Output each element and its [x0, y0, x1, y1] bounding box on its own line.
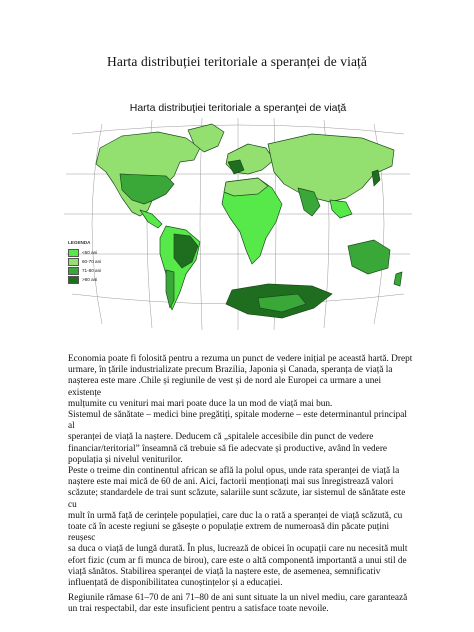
text-line: mult în urmă față de cerințele populației, care duc la o rată a speranței de viață scăzută, cu	[68, 510, 403, 521]
text-line: influențată de disponibilitatea cunoștințelor și a educației.	[68, 578, 283, 589]
world-map	[62, 114, 414, 336]
legend-item	[68, 248, 138, 257]
text-line: Sistemul de sănătate – medici bine pregătiți, spitale moderne – este determinantul principal al	[68, 410, 407, 432]
asia-region	[268, 134, 394, 202]
legend-label: >80 ani	[82, 277, 98, 282]
text-line: populația și nivelul veniturilor.	[68, 454, 183, 465]
map-legend	[68, 240, 138, 284]
text-line: naștere este mai mică de 60 de ani. Aici, factorii menționați mai sus înregistrează valori	[68, 477, 394, 488]
page-title: Harta distribuției teritoriale a speranței de viață	[107, 54, 367, 69]
central-america-region	[140, 210, 162, 228]
legend-label: 60-70 ani	[82, 259, 102, 264]
body-text	[68, 354, 414, 616]
text-line: Regiunile rămase 61–70 de ani 71–80 de ani sunt situate la un nivel mediu, care garantează	[68, 593, 408, 604]
legend-swatch	[68, 267, 79, 275]
legend-label: 71-80 ani	[82, 268, 102, 273]
text-line: financiar/teritorial” înseamnă că trebuie să fie adecvate și productive, având în vedere	[68, 443, 388, 454]
legend-title: LEGENDA	[68, 240, 91, 245]
legend-swatch	[68, 249, 79, 257]
life-expectancy-map	[62, 100, 414, 336]
text-line: toate că în aceste regiuni se găsește o populație extrem de numeroasă din păcate puțini reușesc	[68, 522, 390, 544]
text-line: sa duca o viață de lungă durată. În plus, lucrează de obicei în ocupații care nu necesită mult	[68, 544, 408, 555]
text-line: Peste o treime din continentul african se află la polul opus, unde rata speranței de viață la	[68, 466, 400, 477]
text-line: nașterea este mare .Chile și regiunile de vest și de nord ale Europei ca urmare a unei existențe	[68, 376, 382, 398]
southeast-asia-region	[330, 200, 352, 218]
legend-label: <60 ani	[82, 250, 98, 255]
text-line: un trai respectabil, dar este insuficient pentru a satisface toate nevoile.	[68, 604, 329, 615]
text-line: Economia poate fi folosită pentru a rezuma un punct de vedere inițial pe această hartă. Drept	[68, 354, 413, 364]
text-line: mulțumite cu venituri mai mari poate duce la un mod de viață mai bun.	[68, 398, 333, 409]
legend-item	[68, 275, 138, 284]
japan-region	[372, 170, 380, 186]
text-line: urmare, în țările industrializate precum Brazilia, Japonia și Canada, speranța de viață la	[68, 365, 393, 376]
text-line: speranței de viață la naștere. Deducem că „spitalele accesibile din punct de vedere	[68, 432, 374, 443]
legend-item	[68, 257, 138, 266]
map-title: Harta distribuţiei teritoriale a speranţei de viaţă	[129, 102, 347, 114]
text-line: viață sănătos. Stabilirea speranței de viață la naștere este, de asemenea, semnificativ	[68, 566, 381, 577]
text-line: scăzute; standardele de trai sunt scăzute, salariile sunt scăzute, iar sistemul de sănătate este cu	[68, 488, 406, 510]
text-line: efort fizic (cum ar fi munca de birou), care este o altă componentă importantă a unui stil de	[68, 555, 407, 566]
new-zealand-region	[394, 272, 402, 286]
legend-swatch	[68, 276, 79, 284]
legend-item	[68, 266, 138, 275]
legend-swatch	[68, 258, 79, 266]
